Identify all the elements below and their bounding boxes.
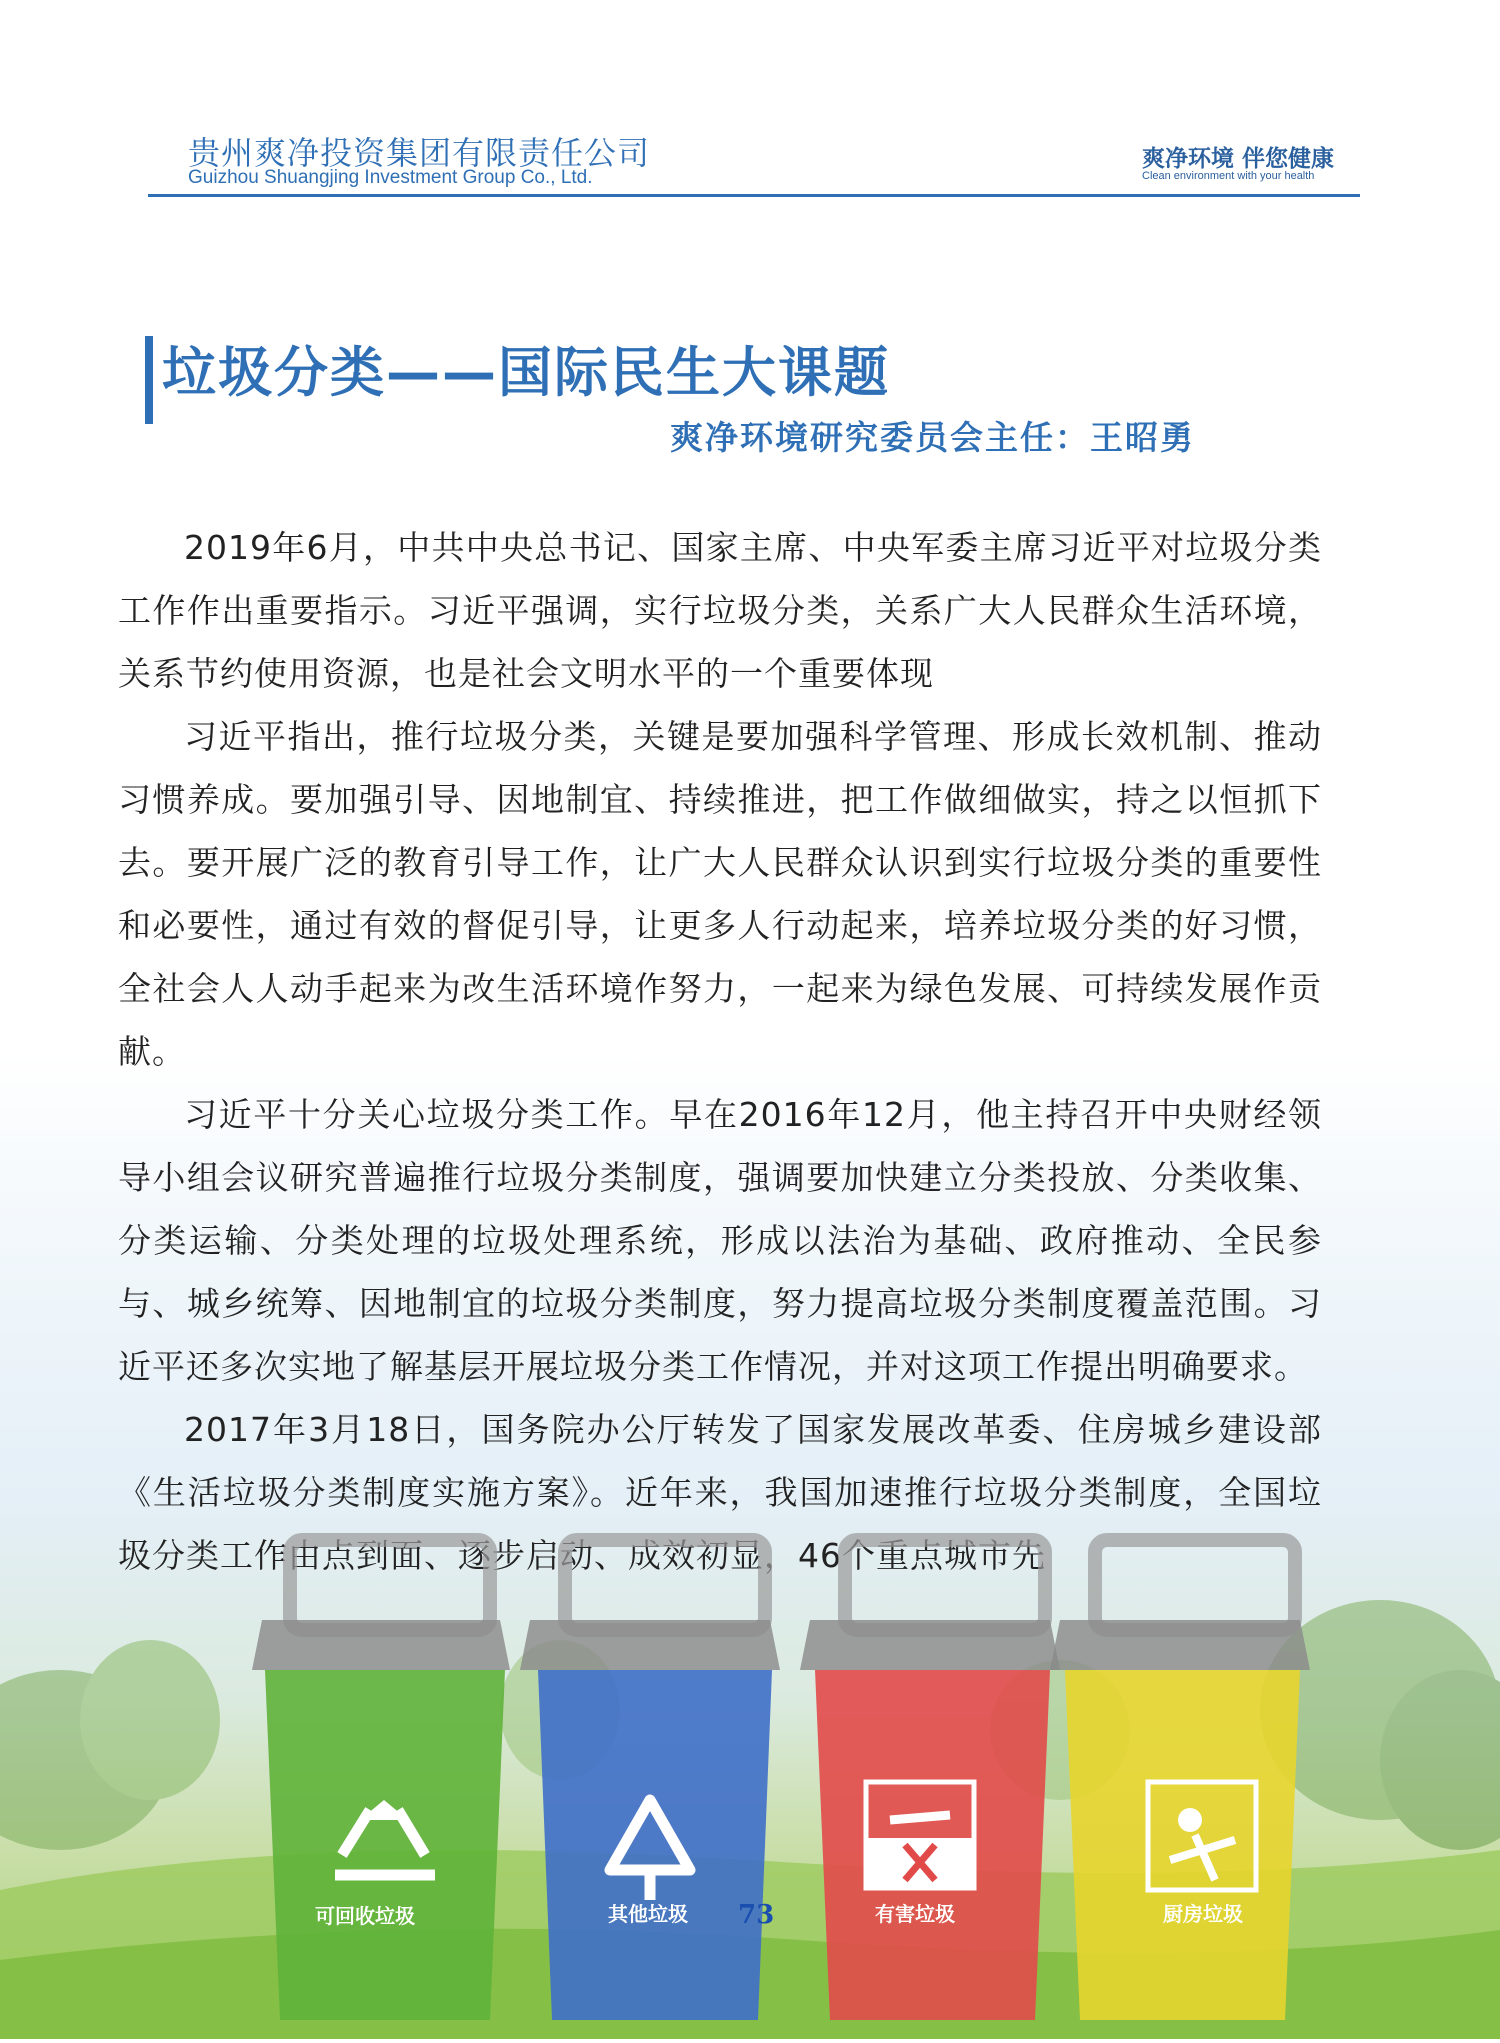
other-waste-bin [520,1540,780,2020]
company-name-en: Guizhou Shuangjing Investment Group Co., Ltd. [188,167,593,188]
paragraph: 习近平十分关心垃圾分类工作。早在2016年12月，他主持召开中央财经领导小组会议研究普遍推行垃圾分类制度，强调要加快建立分类投放、分类收集、分类运输、分类处理的垃圾处理系统，形成以法治为基础、政府推动、全民参与、城乡统筹、因地制宜的垃圾分类制度，努力提高垃圾分类制度覆盖范围。习近平还多次实地了解基层开展垃圾分类工作情况，并对这项工作提出明确要求。 [118,1095,1322,1386]
slogan-en: Clean environment with your health [1142,170,1315,182]
bin-label-other: 其他垃圾 [608,1902,688,1926]
recyclable-bin [252,1540,510,2020]
bin-label-recyclable: 可回收垃圾 [315,1904,415,1928]
article-title: 垃圾分类——国际民生大课题 [162,341,890,404]
paragraph: 习近平指出，推行垃圾分类，关键是要加强科学管理、形成长效机制、推动习惯养成。要加强引导、因地制宜、持续推进，把工作做细做实，持之以恒抓下去。要开展广泛的教育引导工作，让广大人民群众认识到实行垃圾分类的重要性和必要性，通过有效的督促引导，让更多人行动起来，培养垃圾分类的好习惯，全社会人人动手起来为改生活环境作努力，一起来为绿色发展、可持续发展作贡献。 [118,717,1322,1071]
waste-bins-art [0,1520,1500,2039]
title-accent-bar [145,336,153,424]
slogan-cn: 爽净环境 伴您健康 [1142,146,1335,172]
article-body [118,516,1322,1587]
bin-label-kitchen: 厨房垃圾 [1163,1902,1243,1926]
bin-label-hazardous: 有害垃圾 [875,1902,955,1926]
company-name-cn: 贵州爽净投资集团有限责任公司 [188,134,651,172]
waste-bins-illustration [0,1520,1500,2039]
paragraph: 2017年3月18日，国务院办公厅转发了国家发展改革委、住房城乡建设部《生活垃圾分类制度实施方案》。近年来，我国加速推行垃圾分类制度，全国垃圾分类工作由点到面、逐步启动、成效初显，46个重点城市先 [118,1410,1322,1575]
header-divider [148,194,1360,197]
article-byline: 爽净环境研究委员会主任：王昭勇 [670,418,1195,457]
paragraph: 2019年6月，中共中央总书记、国家主席、中央军委主席习近平对垃圾分类工作作出重要指示。习近平强调，实行垃圾分类，关系广大人民群众生活环境，关系节约使用资源，也是社会文明水平的一个重要体现 [118,528,1322,693]
page-number: 73 [738,1900,775,1930]
